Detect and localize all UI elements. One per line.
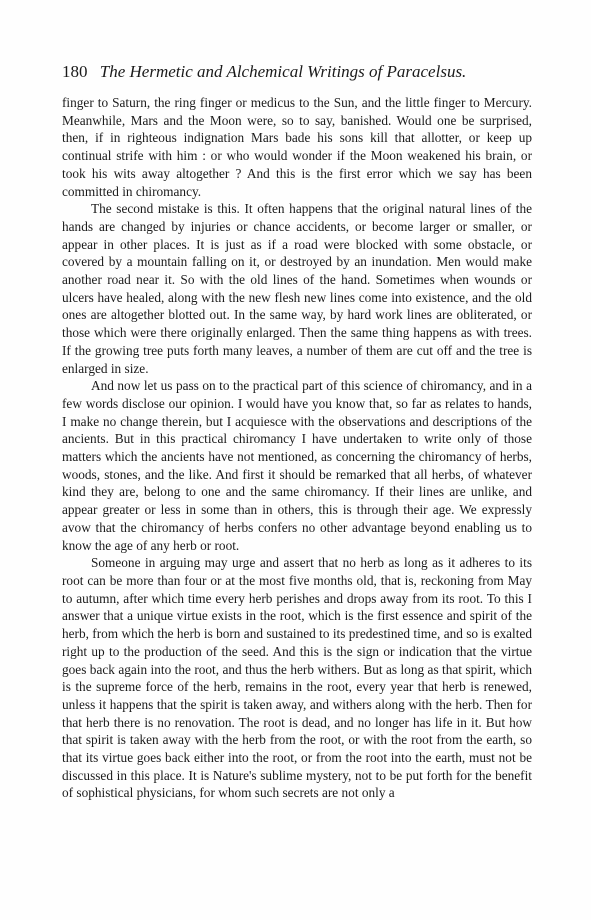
paragraph-herb-root-argument: Someone in arguing may urge and assert that no herb as long as it adheres to its root can be more than four or at the most five months old, that is, reckoning from May to autumn, after which time every herb perishes and drops away from its root. To this I answer that a unique virtue exists in the root, which is the first essence and spirit of the herb, from which the herb is born and sustained to its predestined time, and so is exalted right up to the production of the seed. And this is the sign or indication that the virtue goes back again into the root, and thus the herb withers. But as long as that spirit, which is the supreme force of the herb, remains in the root, every year that herb is renewed, unless it happens that the spirit is taken away, and withers along with the herb. Then for that herb there is no renovation. The root is dead, and no longer has life in it. But how that spirit is taken away with the herb from the root, or with the root from the earth, so that its virtue goes back either into the root, or from the root into the earth, must not be discussed in this place. It is Nature's sublime mystery, not to be put forth for the benefit of sophistical physicians, for whom such secrets are not only a bbox=[62, 555, 532, 801]
body-text bbox=[62, 94, 532, 802]
page-number: 180 bbox=[62, 62, 88, 81]
running-title: The Hermetic and Alchemical Writings of Paracelsus. bbox=[99, 62, 467, 81]
paragraph-continued: finger to Saturn, the ring finger or medicus to the Sun, and the little finger to Mercury. Meanwhile, Mars and the Moon were, so to say, banished. Would one be surprised, then, if in righteous indignation Mars bade his sons kill that allotter, or keep up continual strife with him : or who would wonder if the Moon weakened his brain, or took his wits away altogether ? And this is the first error which we say has been committed in chiromancy. bbox=[62, 95, 532, 199]
paragraph-practical-chiromancy: And now let us pass on to the practical part of this science of chiromancy, and in a few words disclose our opinion. I would have you know that, so far as relates to hands, I make no change therein, but I acquiesce with the observations and descriptions of the ancients. But in this practical chiromancy I have undertaken to write only of those matters which the ancients have not mentioned, as concerning the chiromancy of herbs, woods, stones, and the like. And first it should be remarked that all herbs, of whatever kind they are, belong to one and the same chiromancy. If their lines are unlike, and appear greater or less in some than in others, this is through their age. We expressly avow that the chiromancy of herbs confers no other advantage beyond enabling us to know the age of any herb or root. bbox=[62, 378, 532, 553]
paragraph-second-mistake: The second mistake is this. It often happens that the original natural lines of the hands are changed by injuries or chance accidents, or become larger or smaller, or appear in other places. It is just as if a road were blocked with some obstacle, or covered by a mountain falling on it, or destroyed by an inundation. Men would make another road near it. So with the old lines of the hand. Sometimes when wounds or ulcers have healed, along with the new flesh new lines come into existence, and the old ones are altogether blotted out. In the same way, by hard work lines are obliterated, or those which were there originally enlarged. Then the same thing happens as with trees. If the growing tree puts forth many leaves, a number of them are cut off and the tree is enlarged in size. bbox=[62, 201, 532, 376]
running-head bbox=[62, 61, 532, 83]
